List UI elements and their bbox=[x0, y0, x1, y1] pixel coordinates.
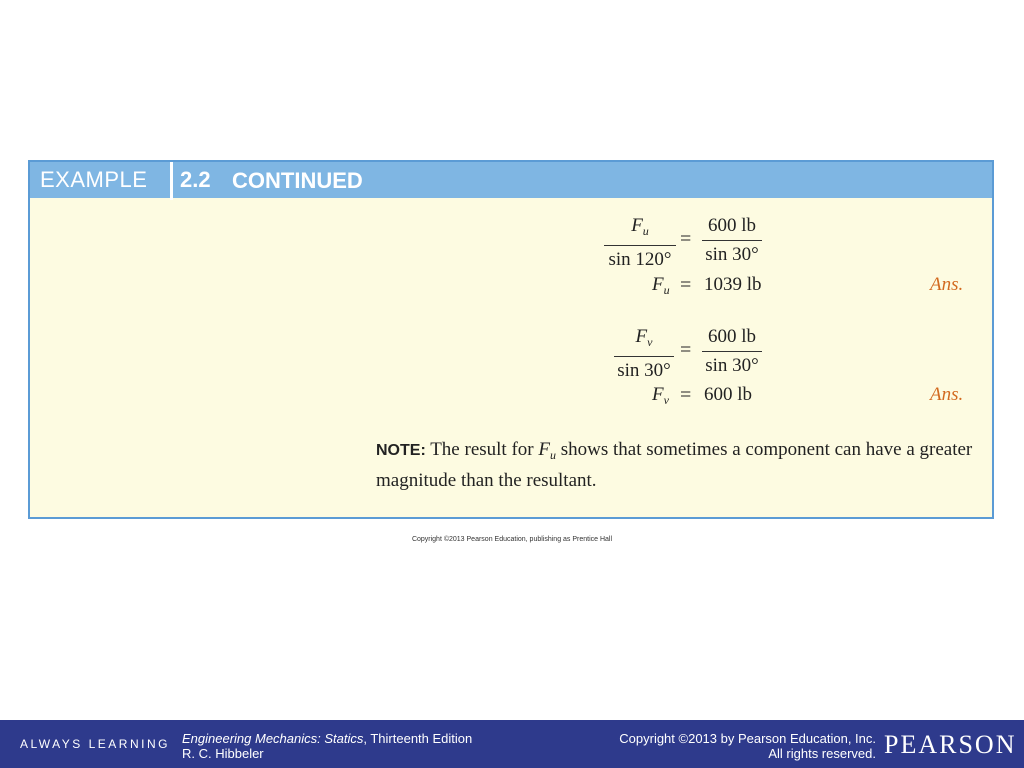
book-info bbox=[182, 731, 472, 761]
example-box bbox=[28, 160, 994, 519]
eq2-lhs-numerator: $F_v$ bbox=[635, 326, 653, 349]
eq2-lhs-fraction bbox=[614, 325, 674, 383]
eq1-lhs-denominator: sin 120° bbox=[608, 249, 672, 270]
footer-copyright bbox=[619, 731, 876, 761]
example-label: EXAMPLE bbox=[40, 167, 148, 192]
eq1-rhs-fraction-bar bbox=[702, 240, 762, 241]
eq2-equals: = bbox=[680, 339, 692, 361]
note-text-before: The result for bbox=[430, 439, 534, 460]
result1-equals: = bbox=[680, 274, 692, 296]
footer-bar bbox=[0, 720, 1024, 768]
result2-variable: $F_v$ bbox=[652, 384, 669, 407]
header-separator bbox=[170, 162, 173, 200]
eq1-lhs-fraction bbox=[604, 214, 676, 272]
eq1-rhs-denominator: sin 30° bbox=[705, 244, 759, 265]
result2-ans-label: Ans. bbox=[930, 384, 964, 405]
result2-equals: = bbox=[680, 384, 692, 406]
eq2-rhs-fraction-bar bbox=[702, 351, 762, 352]
eq1-rhs-fraction bbox=[702, 214, 762, 267]
eq1-rhs-numerator: 600 lb bbox=[707, 215, 757, 236]
continued-label: CONTINUED bbox=[232, 168, 363, 193]
eq2-lhs-fraction-bar bbox=[614, 356, 674, 357]
eq1-lhs-fraction-bar bbox=[604, 245, 676, 246]
eq1-lhs-numerator: $F_u$ bbox=[631, 215, 649, 238]
note-label: NOTE: bbox=[376, 442, 426, 459]
note-variable: $F_u$ bbox=[538, 439, 556, 462]
pearson-logo: PEARSON bbox=[884, 730, 1017, 759]
always-learning-tagline: ALWAYS LEARNING bbox=[20, 737, 170, 751]
footer-copyright-line1: Copyright ©2013 by Pearson Education, Inc. bbox=[619, 731, 876, 746]
result1-variable: $F_u$ bbox=[652, 274, 670, 297]
figure-copyright-caption: Copyright ©2013 Pearson Education, publishing as Prentice Hall bbox=[411, 536, 613, 543]
example-number: 2.2 bbox=[180, 167, 211, 192]
result1-value: 1039 lb bbox=[704, 274, 762, 295]
book-author: R. C. Hibbeler bbox=[182, 746, 264, 761]
eq2-rhs-numerator: 600 lb bbox=[707, 326, 757, 347]
note-text-after: shows that sometimes a component can have a greater magnitude than the resultant. bbox=[376, 439, 973, 491]
footer-copyright-line2: All rights reserved. bbox=[768, 746, 876, 761]
eq2-rhs-denominator: sin 30° bbox=[705, 355, 759, 376]
eq2-rhs-fraction bbox=[702, 325, 762, 378]
example-header-bar bbox=[30, 162, 992, 198]
result2-value: 600 lb bbox=[704, 384, 753, 405]
book-edition: , Thirteenth Edition bbox=[363, 731, 473, 746]
eq1-equals: = bbox=[680, 228, 692, 250]
result1-ans-label: Ans. bbox=[930, 274, 964, 295]
note-paragraph bbox=[376, 437, 976, 494]
eq2-lhs-denominator: sin 30° bbox=[617, 360, 671, 381]
book-title: Engineering Mechanics: Statics bbox=[182, 731, 364, 746]
